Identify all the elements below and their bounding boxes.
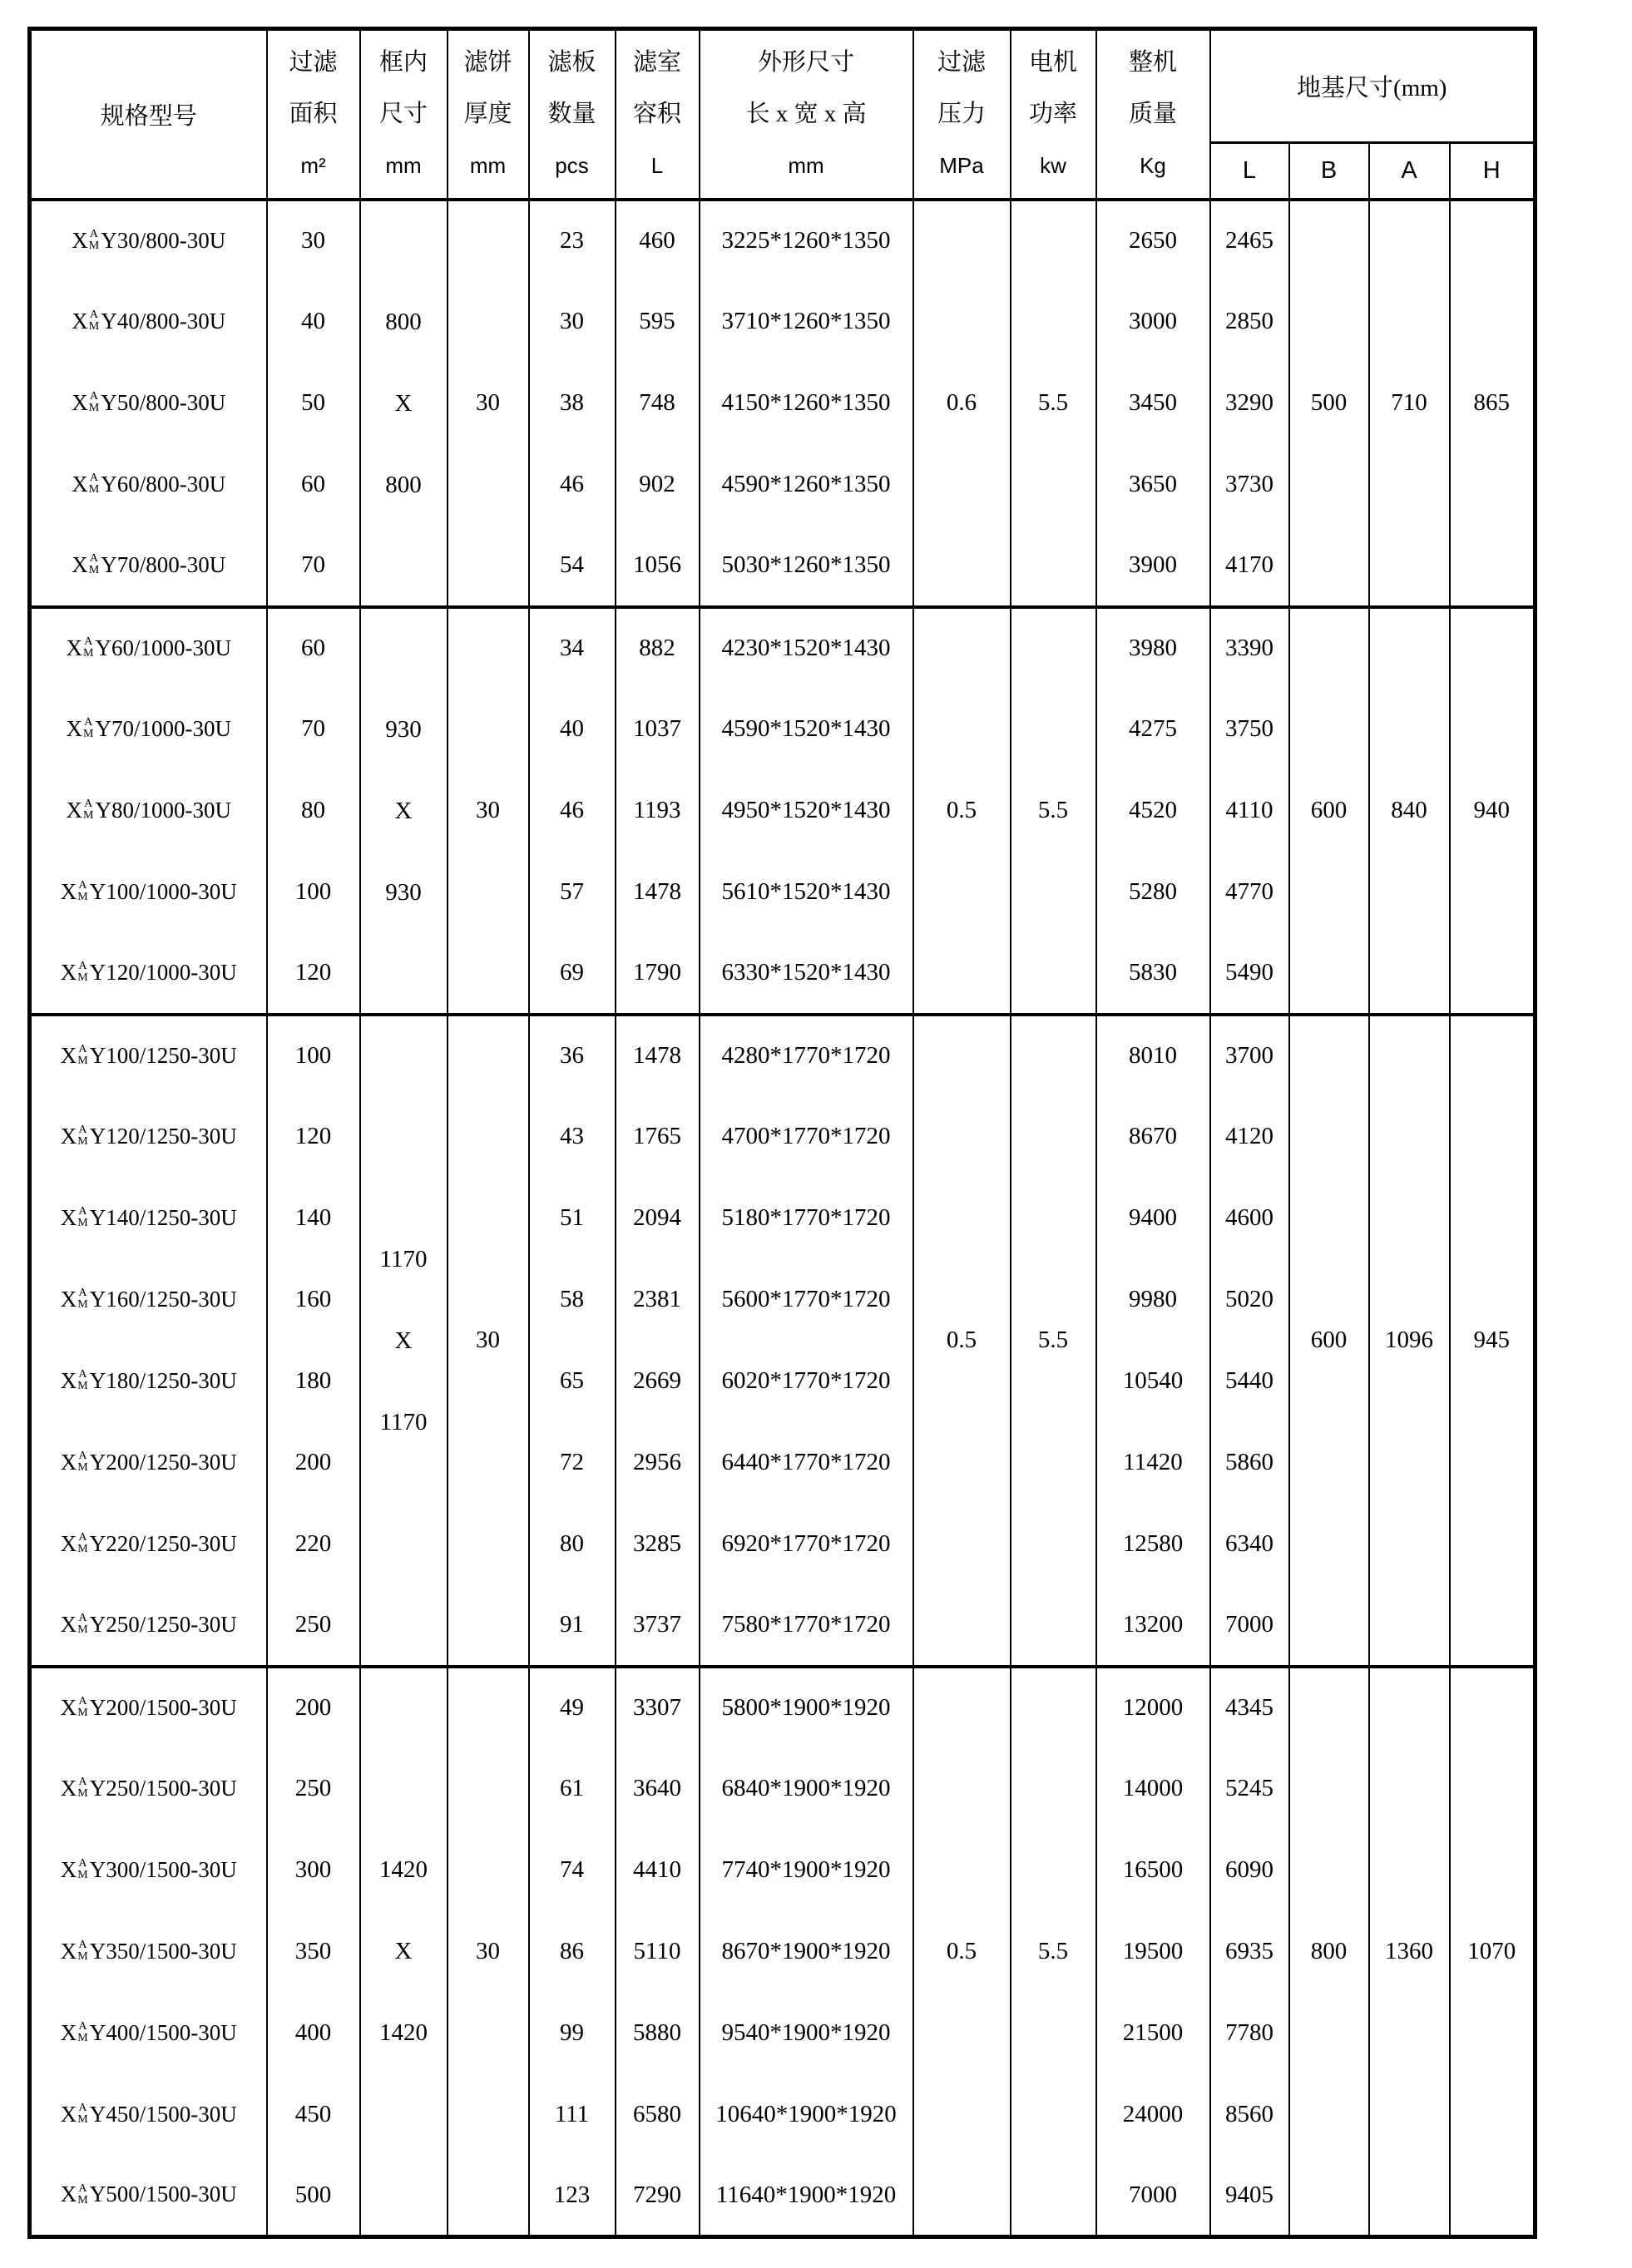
- model-cell: X A M Y250/1250-30U: [30, 1585, 267, 1667]
- weight-cell: 12000: [1096, 1667, 1210, 1748]
- model-cell: X A M Y70/800-30U: [30, 526, 267, 607]
- model-cell: X A M Y120/1250-30U: [30, 1096, 267, 1178]
- weight-cell: 3000: [1096, 281, 1210, 363]
- overall-dims-cell: 3225*1260*1350: [700, 200, 913, 281]
- model-sup-sub: A M: [77, 1612, 88, 1637]
- foundation-b-cell: 600: [1289, 1015, 1369, 1667]
- header-foundation: 地基尺寸(mm): [1210, 29, 1536, 143]
- chamber-volume-cell: 2956: [616, 1422, 700, 1504]
- model-sup-sub: A M: [77, 960, 88, 985]
- table-header: [30, 29, 1536, 200]
- chamber-volume-cell: 595: [616, 281, 700, 363]
- foundation-l-cell: 3730: [1210, 444, 1289, 526]
- header-machine-weight: [1096, 29, 1210, 200]
- chamber-volume-cell: 3737: [616, 1585, 700, 1667]
- model-sup-sub: A M: [88, 390, 100, 415]
- weight-cell: 10540: [1096, 1341, 1210, 1422]
- header-line: 滤饼: [463, 49, 512, 77]
- header-line: 面积: [289, 101, 338, 128]
- area-cell: 120: [267, 933, 360, 1015]
- model-sup-sub: A M: [77, 1939, 88, 1964]
- header-line: 数量: [547, 101, 596, 128]
- model-cell: X A M Y30/800-30U: [30, 200, 267, 281]
- overall-dims-cell: 6440*1770*1720: [700, 1422, 913, 1504]
- plate-count-cell: 40: [529, 689, 616, 770]
- cake-thickness-cell: 30: [448, 607, 529, 1015]
- model-sup-sub: A M: [83, 716, 94, 741]
- foundation-l-cell: 4120: [1210, 1096, 1289, 1178]
- overall-dims-cell: 8670*1900*1920: [700, 1911, 913, 1993]
- model-cell: X A M Y140/1250-30U: [30, 1178, 267, 1259]
- plate-count-cell: 123: [529, 2156, 616, 2237]
- chamber-volume-cell: 4410: [616, 1830, 700, 1911]
- area-cell: 80: [267, 770, 360, 852]
- plate-count-cell: 91: [529, 1585, 616, 1667]
- power-cell: 5.5: [1011, 200, 1096, 607]
- overall-dims-cell: 5030*1260*1350: [700, 526, 913, 607]
- frame-size-cell: [360, 1015, 448, 1667]
- foundation-b-cell: 500: [1289, 200, 1369, 607]
- overall-dims-cell: 6920*1770*1720: [700, 1504, 913, 1585]
- model-cell: X A M Y200/1250-30U: [30, 1422, 267, 1504]
- area-cell: 50: [267, 363, 360, 444]
- foundation-l-cell: 7000: [1210, 1585, 1289, 1667]
- weight-cell: 12580: [1096, 1504, 1210, 1585]
- model-sup-sub: A M: [77, 1287, 88, 1312]
- chamber-volume-cell: 1056: [616, 526, 700, 607]
- area-cell: 500: [267, 2156, 360, 2237]
- foundation-l-cell: 4345: [1210, 1667, 1289, 1748]
- model-sup-sub: A M: [77, 1205, 88, 1230]
- pressure-cell: 0.5: [913, 1015, 1011, 1667]
- foundation-a-cell: 1360: [1369, 1667, 1450, 2237]
- header-model: 规格型号: [30, 29, 267, 200]
- model-sup-sub: A M: [77, 1043, 88, 1068]
- foundation-l-cell: 4770: [1210, 852, 1289, 933]
- header-motor-power: [1011, 29, 1096, 200]
- model-cell: X A M Y100/1000-30U: [30, 852, 267, 933]
- header-cake-thickness: [448, 29, 529, 200]
- plate-count-cell: 23: [529, 200, 616, 281]
- overall-dims-cell: 11640*1900*1920: [700, 2156, 913, 2237]
- area-cell: 100: [267, 852, 360, 933]
- chamber-volume-cell: 748: [616, 363, 700, 444]
- plate-count-cell: 36: [529, 1015, 616, 1096]
- header-unit: mm: [385, 153, 422, 179]
- area-cell: 400: [267, 1993, 360, 2074]
- frame-size-cell: [360, 200, 448, 607]
- foundation-a-cell: 710: [1369, 200, 1450, 607]
- frame-size-cell: [360, 1667, 448, 2237]
- plate-count-cell: 54: [529, 526, 616, 607]
- model-cell: X A M Y120/1000-30U: [30, 933, 267, 1015]
- overall-dims-cell: 7740*1900*1920: [700, 1830, 913, 1911]
- plate-count-cell: 58: [529, 1259, 616, 1341]
- header-line: 框内: [378, 49, 428, 77]
- weight-cell: 21500: [1096, 1993, 1210, 2074]
- chamber-volume-cell: 5880: [616, 1993, 700, 2074]
- header-line: 质量: [1128, 101, 1177, 128]
- plate-count-cell: 69: [529, 933, 616, 1015]
- weight-cell: 5280: [1096, 852, 1210, 933]
- header-unit: mm: [469, 153, 507, 179]
- cake-thickness-cell: 30: [448, 1015, 529, 1667]
- chamber-volume-cell: 1478: [616, 1015, 700, 1096]
- header-line: 整机: [1128, 49, 1177, 77]
- area-cell: 140: [267, 1178, 360, 1259]
- model-cell: X A M Y300/1500-30U: [30, 1830, 267, 1911]
- weight-cell: 11420: [1096, 1422, 1210, 1504]
- weight-cell: 5830: [1096, 933, 1210, 1015]
- plate-count-cell: 46: [529, 770, 616, 852]
- model-cell: X A M Y80/1000-30U: [30, 770, 267, 852]
- area-cell: 350: [267, 1911, 360, 1993]
- header-unit: MPa: [939, 153, 984, 179]
- foundation-l-cell: 2850: [1210, 281, 1289, 363]
- foundation-l-cell: 6090: [1210, 1830, 1289, 1911]
- area-cell: 60: [267, 444, 360, 526]
- header-unit: L: [650, 153, 664, 179]
- plate-count-cell: 34: [529, 607, 616, 689]
- foundation-l-cell: 7780: [1210, 1993, 1289, 2074]
- overall-dims-cell: 5610*1520*1430: [700, 852, 913, 933]
- foundation-l-cell: 3390: [1210, 607, 1289, 689]
- chamber-volume-cell: 6580: [616, 2074, 700, 2156]
- pressure-cell: 0.5: [913, 1667, 1011, 2237]
- area-cell: 180: [267, 1341, 360, 1422]
- plate-count-cell: 61: [529, 1748, 616, 1830]
- model-sup-sub: A M: [77, 1124, 88, 1149]
- header-unit: m²: [300, 153, 326, 179]
- header-overall-dims: [700, 29, 913, 200]
- plate-count-cell: 86: [529, 1911, 616, 1993]
- header-line: 滤板: [547, 49, 596, 77]
- plate-count-cell: 51: [529, 1178, 616, 1259]
- overall-dims-cell: 4280*1770*1720: [700, 1015, 913, 1096]
- plate-count-cell: 74: [529, 1830, 616, 1911]
- model-cell: X A M Y450/1500-30U: [30, 2074, 267, 2156]
- model-cell: X A M Y250/1500-30U: [30, 1748, 267, 1830]
- model-sup-sub: A M: [77, 2102, 88, 2127]
- foundation-h-cell: 945: [1450, 1015, 1536, 1667]
- model-sup-sub: A M: [83, 798, 94, 823]
- chamber-volume-cell: 902: [616, 444, 700, 526]
- weight-cell: 3900: [1096, 526, 1210, 607]
- header-filter-area: [267, 29, 360, 200]
- area-cell: 250: [267, 1585, 360, 1667]
- weight-cell: 13200: [1096, 1585, 1210, 1667]
- area-cell: 120: [267, 1096, 360, 1178]
- foundation-l-cell: 8560: [1210, 2074, 1289, 2156]
- foundation-l-cell: 5440: [1210, 1341, 1289, 1422]
- header-line: 容积: [632, 101, 681, 128]
- overall-dims-cell: 10640*1900*1920: [700, 2074, 913, 2156]
- frame-size-lines: 930 X 930: [385, 715, 422, 906]
- foundation-l-cell: 6935: [1210, 1911, 1289, 1993]
- header-foundation-b: B: [1289, 143, 1369, 200]
- chamber-volume-cell: 882: [616, 607, 700, 689]
- model-cell: X A M Y500/1500-30U: [30, 2156, 267, 2237]
- chamber-volume-cell: 2094: [616, 1178, 700, 1259]
- header-unit: mm: [788, 153, 824, 179]
- chamber-volume-cell: 7290: [616, 2156, 700, 2237]
- header-line: 压力: [937, 101, 986, 128]
- header-line: 电机: [1028, 49, 1077, 77]
- plate-count-cell: 30: [529, 281, 616, 363]
- model-cell: X A M Y400/1500-30U: [30, 1993, 267, 2074]
- model-cell: X A M Y60/1000-30U: [30, 607, 267, 689]
- chamber-volume-cell: 1478: [616, 852, 700, 933]
- frame-size-cell: [360, 607, 448, 1015]
- overall-dims-cell: 6330*1520*1430: [700, 933, 913, 1015]
- weight-cell: 24000: [1096, 2074, 1210, 2156]
- spec-sheet: [27, 27, 1537, 2239]
- table-body: [30, 200, 1536, 2237]
- area-cell: 70: [267, 526, 360, 607]
- weight-cell: 3450: [1096, 363, 1210, 444]
- overall-dims-cell: 9540*1900*1920: [700, 1993, 913, 2074]
- area-cell: 220: [267, 1504, 360, 1585]
- foundation-l-cell: 9405: [1210, 2156, 1289, 2237]
- frame-size-lines: 800 X 800: [385, 308, 422, 498]
- plate-count-cell: 65: [529, 1341, 616, 1422]
- overall-dims-cell: 4590*1260*1350: [700, 444, 913, 526]
- plate-count-cell: 99: [529, 1993, 616, 2074]
- chamber-volume-cell: 1790: [616, 933, 700, 1015]
- foundation-l-cell: 6340: [1210, 1504, 1289, 1585]
- header-foundation-l: L: [1210, 143, 1289, 200]
- chamber-volume-cell: 2381: [616, 1259, 700, 1341]
- foundation-l-cell: 4600: [1210, 1178, 1289, 1259]
- table-row: [30, 1015, 1536, 1096]
- model-sup-sub: A M: [77, 2020, 88, 2045]
- table-row: [30, 200, 1536, 281]
- frame-size-lines: 1170 X 1170: [379, 1245, 428, 1435]
- overall-dims-cell: 4150*1260*1350: [700, 363, 913, 444]
- foundation-l-cell: 5860: [1210, 1422, 1289, 1504]
- model-sup-sub: A M: [77, 879, 88, 904]
- header-unit: Kg: [1140, 153, 1166, 179]
- model-sup-sub: A M: [83, 635, 94, 660]
- chamber-volume-cell: 2669: [616, 1341, 700, 1422]
- foundation-l-cell: 5490: [1210, 933, 1289, 1015]
- frame-size-lines: 1420 X 1420: [379, 1856, 428, 2047]
- header-line: 滤室: [632, 49, 681, 77]
- overall-dims-cell: 6840*1900*1920: [700, 1748, 913, 1830]
- overall-dims-cell: 4950*1520*1430: [700, 770, 913, 852]
- model-sup-sub: A M: [77, 1531, 88, 1556]
- header-frame-size: [360, 29, 448, 200]
- plate-count-cell: 80: [529, 1504, 616, 1585]
- model-cell: X A M Y60/800-30U: [30, 444, 267, 526]
- model-sup-sub: A M: [77, 1776, 88, 1801]
- chamber-volume-cell: 3307: [616, 1667, 700, 1748]
- area-cell: 250: [267, 1748, 360, 1830]
- foundation-h-cell: 865: [1450, 200, 1536, 607]
- foundation-l-cell: 3750: [1210, 689, 1289, 770]
- plate-count-cell: 38: [529, 363, 616, 444]
- foundation-l-cell: 4110: [1210, 770, 1289, 852]
- model-sup-sub: A M: [77, 1857, 88, 1882]
- header-foundation-h: H: [1450, 143, 1536, 200]
- header-line: 功率: [1028, 101, 1077, 128]
- header-line: 厚度: [463, 101, 512, 128]
- overall-dims-cell: 4230*1520*1430: [700, 607, 913, 689]
- foundation-l-cell: 3290: [1210, 363, 1289, 444]
- plate-count-cell: 43: [529, 1096, 616, 1178]
- header-line: 尺寸: [378, 101, 428, 128]
- model-sup-sub: A M: [88, 552, 100, 577]
- model-cell: X A M Y200/1500-30U: [30, 1667, 267, 1748]
- foundation-l-cell: 3700: [1210, 1015, 1289, 1096]
- model-sup-sub: A M: [77, 2182, 88, 2207]
- model-cell: X A M Y220/1250-30U: [30, 1504, 267, 1585]
- foundation-a-cell: 1096: [1369, 1015, 1450, 1667]
- plate-count-cell: 72: [529, 1422, 616, 1504]
- foundation-l-cell: 5245: [1210, 1748, 1289, 1830]
- weight-cell: 3650: [1096, 444, 1210, 526]
- weight-cell: 9400: [1096, 1178, 1210, 1259]
- foundation-l-cell: 4170: [1210, 526, 1289, 607]
- foundation-l-cell: 5020: [1210, 1259, 1289, 1341]
- header-plate-count: [529, 29, 616, 200]
- chamber-volume-cell: 3285: [616, 1504, 700, 1585]
- weight-cell: 16500: [1096, 1830, 1210, 1911]
- weight-cell: 8010: [1096, 1015, 1210, 1096]
- power-cell: 5.5: [1011, 607, 1096, 1015]
- weight-cell: 2650: [1096, 200, 1210, 281]
- area-cell: 300: [267, 1830, 360, 1911]
- model-cell: X A M Y100/1250-30U: [30, 1015, 267, 1096]
- area-cell: 200: [267, 1422, 360, 1504]
- area-cell: 30: [267, 200, 360, 281]
- area-cell: 200: [267, 1667, 360, 1748]
- weight-cell: 19500: [1096, 1911, 1210, 1993]
- chamber-volume-cell: 5110: [616, 1911, 700, 1993]
- header-chamber-volume: [616, 29, 700, 200]
- overall-dims-cell: 5800*1900*1920: [700, 1667, 913, 1748]
- foundation-h-cell: 940: [1450, 607, 1536, 1015]
- model-sup-sub: A M: [88, 309, 100, 334]
- area-cell: 70: [267, 689, 360, 770]
- header-unit: pcs: [555, 153, 589, 179]
- plate-count-cell: 57: [529, 852, 616, 933]
- model-sup-sub: A M: [77, 1450, 88, 1475]
- foundation-b-cell: 600: [1289, 607, 1369, 1015]
- cake-thickness-cell: 30: [448, 1667, 529, 2237]
- model-cell: X A M Y350/1500-30U: [30, 1911, 267, 1993]
- plate-count-cell: 111: [529, 2074, 616, 2156]
- model-sup-sub: A M: [77, 1368, 88, 1393]
- chamber-volume-cell: 460: [616, 200, 700, 281]
- weight-cell: 14000: [1096, 1748, 1210, 1830]
- header-foundation-a: A: [1369, 143, 1450, 200]
- model-cell: X A M Y50/800-30U: [30, 363, 267, 444]
- area-cell: 450: [267, 2074, 360, 2156]
- model-cell: X A M Y40/800-30U: [30, 281, 267, 363]
- table-row: [30, 1667, 1536, 1748]
- power-cell: 5.5: [1011, 1667, 1096, 2237]
- weight-cell: 4275: [1096, 689, 1210, 770]
- overall-dims-cell: 5600*1770*1720: [700, 1259, 913, 1341]
- header-line: 长 x 宽 x 高: [745, 101, 867, 128]
- foundation-a-cell: 840: [1369, 607, 1450, 1015]
- model-sup-sub: A M: [88, 228, 100, 253]
- pressure-cell: 0.6: [913, 200, 1011, 607]
- power-cell: 5.5: [1011, 1015, 1096, 1667]
- overall-dims-cell: 7580*1770*1720: [700, 1585, 913, 1667]
- chamber-volume-cell: 1765: [616, 1096, 700, 1178]
- model-cell: X A M Y180/1250-30U: [30, 1341, 267, 1422]
- header-line: 过滤: [289, 49, 338, 77]
- filter-press-spec-table: [27, 27, 1537, 2239]
- pressure-cell: 0.5: [913, 607, 1011, 1015]
- weight-cell: 9980: [1096, 1259, 1210, 1341]
- weight-cell: 4520: [1096, 770, 1210, 852]
- plate-count-cell: 49: [529, 1667, 616, 1748]
- header-line: 外形尺寸: [757, 49, 854, 77]
- overall-dims-cell: 4590*1520*1430: [700, 689, 913, 770]
- area-cell: 40: [267, 281, 360, 363]
- foundation-h-cell: 1070: [1450, 1667, 1536, 2237]
- header-line: 过滤: [937, 49, 986, 77]
- table-row: [30, 607, 1536, 689]
- plate-count-cell: 46: [529, 444, 616, 526]
- area-cell: 160: [267, 1259, 360, 1341]
- overall-dims-cell: 6020*1770*1720: [700, 1341, 913, 1422]
- cake-thickness-cell: 30: [448, 200, 529, 607]
- overall-dims-cell: 4700*1770*1720: [700, 1096, 913, 1178]
- foundation-b-cell: 800: [1289, 1667, 1369, 2237]
- overall-dims-cell: 5180*1770*1720: [700, 1178, 913, 1259]
- area-cell: 60: [267, 607, 360, 689]
- model-cell: X A M Y160/1250-30U: [30, 1259, 267, 1341]
- header-unit: kw: [1040, 153, 1066, 179]
- weight-cell: 8670: [1096, 1096, 1210, 1178]
- weight-cell: 3980: [1096, 607, 1210, 689]
- weight-cell: 7000: [1096, 2156, 1210, 2237]
- model-sup-sub: A M: [88, 472, 100, 497]
- foundation-l-cell: 2465: [1210, 200, 1289, 281]
- model-cell: X A M Y70/1000-30U: [30, 689, 267, 770]
- chamber-volume-cell: 1193: [616, 770, 700, 852]
- header-pressure: [913, 29, 1011, 200]
- overall-dims-cell: 3710*1260*1350: [700, 281, 913, 363]
- model-sup-sub: A M: [77, 1695, 88, 1720]
- chamber-volume-cell: 3640: [616, 1748, 700, 1830]
- area-cell: 100: [267, 1015, 360, 1096]
- chamber-volume-cell: 1037: [616, 689, 700, 770]
